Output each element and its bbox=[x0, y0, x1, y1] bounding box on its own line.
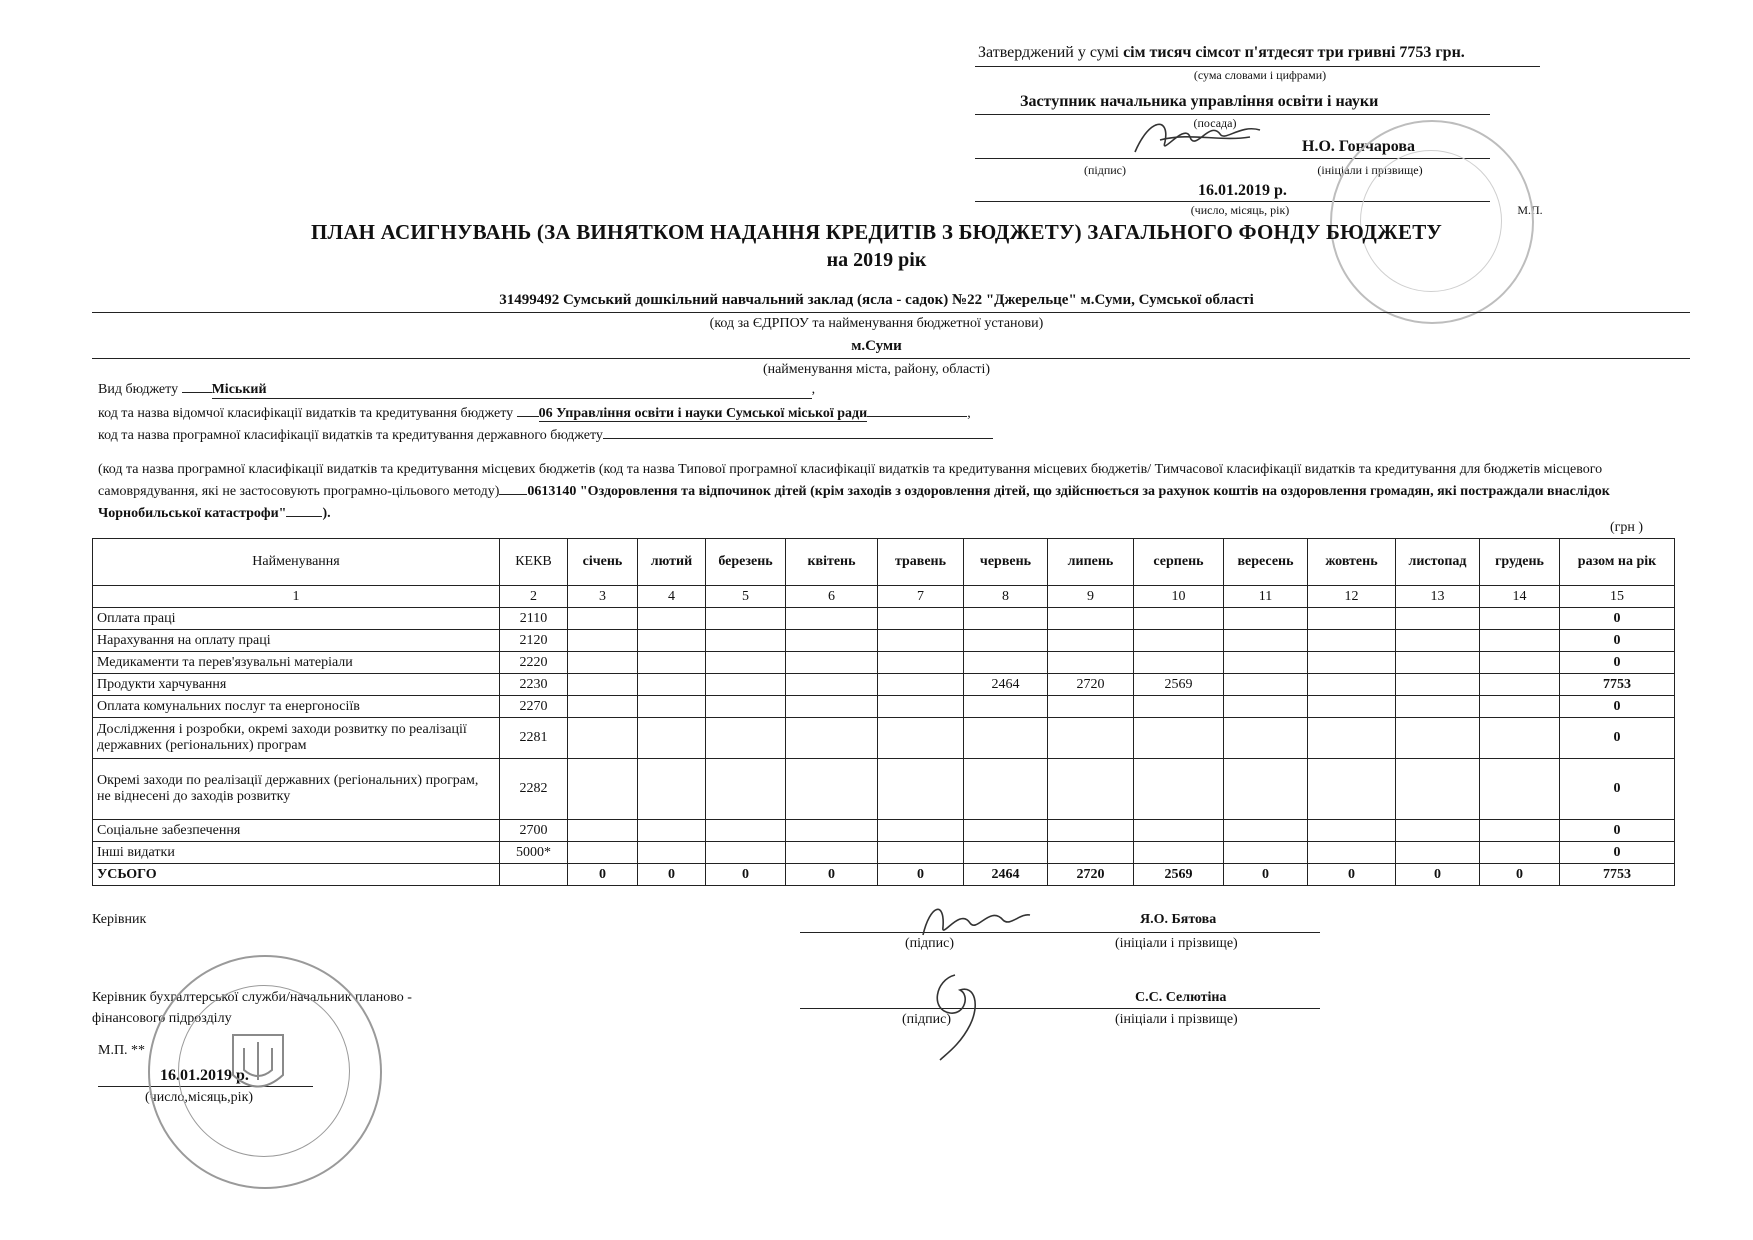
row-month-value bbox=[1308, 820, 1396, 842]
row-month-value bbox=[964, 718, 1048, 759]
row-month-value bbox=[638, 759, 706, 820]
sum-month-value: 0 bbox=[1480, 864, 1560, 886]
row-month-value bbox=[1308, 674, 1396, 696]
row-month-value bbox=[1048, 820, 1134, 842]
row-month-value bbox=[786, 759, 878, 820]
row-month-value bbox=[1224, 696, 1308, 718]
header-month: травень bbox=[878, 539, 964, 586]
approval-signature-scribble bbox=[1130, 112, 1270, 162]
state-line bbox=[98, 428, 993, 444]
row-month-value bbox=[1134, 652, 1224, 674]
accountant-underline bbox=[800, 1008, 1320, 1009]
row-month-value bbox=[1048, 842, 1134, 864]
index-cell: 1 bbox=[93, 586, 500, 608]
row-month-value bbox=[1048, 608, 1134, 630]
row-month-value bbox=[706, 842, 786, 864]
table-header-row bbox=[93, 539, 1675, 586]
row-month-value bbox=[964, 820, 1048, 842]
approval-date-caption: (число, місяць, рік) bbox=[1190, 203, 1290, 217]
sum-month-value: 0 bbox=[1308, 864, 1396, 886]
accountant-name: С.С. Селютіна bbox=[1135, 990, 1227, 1005]
row-total: 0 bbox=[1560, 652, 1675, 674]
city-underline bbox=[92, 358, 1690, 359]
row-month-value bbox=[786, 608, 878, 630]
sum-month-value: 0 bbox=[1396, 864, 1480, 886]
index-cell: 8 bbox=[964, 586, 1048, 608]
row-kekv: 5000* bbox=[500, 842, 568, 864]
footer-date: 16.01.2019 р. bbox=[160, 1067, 249, 1084]
row-month-value bbox=[1134, 842, 1224, 864]
row-month-value bbox=[1224, 759, 1308, 820]
row-month-value bbox=[1480, 759, 1560, 820]
row-month-value bbox=[568, 674, 638, 696]
header-month: лютий bbox=[638, 539, 706, 586]
row-month-value bbox=[638, 608, 706, 630]
row-month-value bbox=[568, 608, 638, 630]
table-row bbox=[93, 652, 1675, 674]
index-cell: 7 bbox=[878, 586, 964, 608]
row-month-value bbox=[1134, 718, 1224, 759]
table-row bbox=[93, 630, 1675, 652]
header-total: разом на рік bbox=[1560, 539, 1675, 586]
head-underline bbox=[800, 932, 1320, 933]
row-name: Окремі заходи по реалізації державних (регіональних) програм, не віднесені до заходів розвитку bbox=[93, 759, 500, 820]
sum-total: 7753 bbox=[1560, 864, 1675, 886]
row-month-value bbox=[1396, 608, 1480, 630]
row-month-value bbox=[1396, 759, 1480, 820]
row-month-value bbox=[964, 630, 1048, 652]
approval-amount-underline bbox=[975, 66, 1540, 67]
row-month-value bbox=[1134, 820, 1224, 842]
row-month-value bbox=[1224, 608, 1308, 630]
table-row bbox=[93, 759, 1675, 820]
budget-type-line: Вид бюджету Міський , bbox=[98, 382, 816, 397]
row-month-value bbox=[964, 652, 1048, 674]
city-name: м.Суми bbox=[851, 338, 902, 354]
row-month-value bbox=[638, 630, 706, 652]
row-month-value bbox=[1480, 820, 1560, 842]
row-month-value bbox=[1048, 696, 1134, 718]
institution-caption: (код за ЄДРПОУ та найменування бюджетної установи) bbox=[709, 316, 1044, 331]
row-month-value bbox=[878, 759, 964, 820]
row-total: 0 bbox=[1560, 759, 1675, 820]
sum-name: УСЬОГО bbox=[93, 864, 500, 886]
row-month-value bbox=[706, 718, 786, 759]
sum-month-value: 0 bbox=[786, 864, 878, 886]
table-sum-row bbox=[93, 864, 1675, 886]
header-month: серпень bbox=[1134, 539, 1224, 586]
index-cell: 5 bbox=[706, 586, 786, 608]
row-month-value bbox=[1480, 696, 1560, 718]
row-total: 0 bbox=[1560, 696, 1675, 718]
row-month-value bbox=[638, 652, 706, 674]
row-kekv: 2230 bbox=[500, 674, 568, 696]
row-month-value bbox=[1396, 652, 1480, 674]
row-month-value bbox=[568, 630, 638, 652]
row-month-value bbox=[706, 696, 786, 718]
row-month-value bbox=[706, 630, 786, 652]
row-month-value bbox=[1308, 842, 1396, 864]
row-month-value bbox=[786, 652, 878, 674]
row-month-value bbox=[706, 652, 786, 674]
approval-signer: Н.О. Гончарова bbox=[1302, 138, 1416, 155]
row-total: 0 bbox=[1560, 820, 1675, 842]
row-total: 0 bbox=[1560, 718, 1675, 759]
index-cell: 3 bbox=[568, 586, 638, 608]
row-month-value bbox=[1048, 652, 1134, 674]
row-month-value bbox=[1480, 608, 1560, 630]
row-month-value bbox=[878, 820, 964, 842]
currency-label: (грн ) bbox=[1610, 520, 1644, 535]
dept-value: 06 Управління освіти і науки Сумської міської ради bbox=[538, 406, 868, 421]
sum-month-value: 2720 bbox=[1048, 864, 1134, 886]
index-cell: 11 bbox=[1224, 586, 1308, 608]
row-month-value bbox=[706, 759, 786, 820]
approval-amount: сім тисяч сімсот п'ятдесят три гривні 7753 грн. bbox=[1123, 44, 1465, 61]
head-signature-caption: (підпис) bbox=[905, 936, 955, 951]
header-month: березень bbox=[706, 539, 786, 586]
dept-label: код та назва відомчої класифікації видатків та кредитування бюджету bbox=[98, 406, 514, 421]
row-month-value bbox=[1396, 718, 1480, 759]
row-name: Оплата праці bbox=[93, 608, 500, 630]
footer-mp: М.П. ** bbox=[98, 1043, 146, 1058]
row-kekv: 2110 bbox=[500, 608, 568, 630]
row-name: Оплата комунальних послуг та енергоносіїв bbox=[93, 696, 500, 718]
row-name: Нарахування на оплату праці bbox=[93, 630, 500, 652]
row-kekv: 2120 bbox=[500, 630, 568, 652]
approval-prefix: Затверджений у сумі bbox=[978, 44, 1120, 61]
row-month-value bbox=[1308, 759, 1396, 820]
header-month: жовтень bbox=[1308, 539, 1396, 586]
accountant-signature-caption: (підпис) bbox=[902, 1012, 952, 1027]
row-month-value bbox=[1308, 630, 1396, 652]
row-month-value bbox=[1134, 696, 1224, 718]
row-month-value bbox=[786, 696, 878, 718]
header-kekv: КЕКВ bbox=[500, 539, 568, 586]
row-month-value bbox=[1480, 718, 1560, 759]
row-month-value bbox=[878, 630, 964, 652]
row-month-value bbox=[1224, 820, 1308, 842]
index-cell: 13 bbox=[1396, 586, 1480, 608]
row-month-value bbox=[1480, 630, 1560, 652]
budget-type-value: Міський bbox=[212, 382, 812, 399]
row-month-value bbox=[786, 718, 878, 759]
row-month-value bbox=[638, 842, 706, 864]
institution-underline bbox=[92, 312, 1690, 313]
header-month: листопад bbox=[1396, 539, 1480, 586]
row-kekv: 2281 bbox=[500, 718, 568, 759]
row-month-value bbox=[1048, 718, 1134, 759]
state-label: код та назва програмної класифікації видатків та кредитування державного бюджету bbox=[98, 428, 603, 443]
row-month-value bbox=[1480, 674, 1560, 696]
row-month-value: 2720 bbox=[1048, 674, 1134, 696]
row-month-value bbox=[706, 674, 786, 696]
row-name: Дослідження і розробки, окремі заходи розвитку по реалізації державних (регіональних) програм bbox=[93, 718, 500, 759]
table-index-row bbox=[93, 586, 1675, 608]
document-title: ПЛАН АСИГНУВАНЬ (ЗА ВИНЯТКОМ НАДАННЯ КРЕДИТІВ З БЮДЖЕТУ) ЗАГАЛЬНОГО ФОНДУ БЮДЖЕТУ bbox=[310, 220, 1443, 244]
table-row bbox=[93, 820, 1675, 842]
accountant-label-1: Керівник бухгалтерської служби/начальник планово - bbox=[92, 990, 412, 1005]
row-kekv: 2282 bbox=[500, 759, 568, 820]
row-month-value bbox=[878, 718, 964, 759]
sum-month-value: 0 bbox=[638, 864, 706, 886]
document-subtitle: на 2019 рік bbox=[826, 249, 927, 271]
row-month-value bbox=[786, 842, 878, 864]
row-month-value bbox=[568, 759, 638, 820]
row-total: 0 bbox=[1560, 630, 1675, 652]
head-initials-caption: (ініціали і прізвище) bbox=[1115, 936, 1238, 951]
head-signature-scribble bbox=[915, 895, 1035, 945]
row-month-value bbox=[1134, 630, 1224, 652]
row-name: Медикаменти та перев'язувальні матеріали bbox=[93, 652, 500, 674]
header-month: червень bbox=[964, 539, 1048, 586]
row-month-value: 2569 bbox=[1134, 674, 1224, 696]
row-month-value bbox=[1480, 652, 1560, 674]
row-month-value bbox=[878, 652, 964, 674]
trident-emblem-icon bbox=[228, 1030, 288, 1100]
local-classification: (код та назва програмної класифікації видатків та кредитування місцевих бюджетів (код та назва Типової програмної класифікації видатків та кредитування місцевих бюджетів/ Тимчасової класифікації видатків та кредитування для бюджетів місцевого самоврядування, які не застосовують програмно-цільового методу) 0613140 "Оздоровлення та відпочинок дітей (крім заходів з оздоровлення дітей, що здійснюється за рахунок коштів на оздоровлення громадян, які постраждали внаслідок Чорнобильської катастрофи" ). bbox=[98, 462, 1610, 521]
accountant-label-2: фінансового підрозділу bbox=[92, 1011, 232, 1026]
row-month-value bbox=[1134, 759, 1224, 820]
row-month-value bbox=[1396, 820, 1480, 842]
row-month-value bbox=[786, 630, 878, 652]
row-month-value bbox=[1224, 630, 1308, 652]
index-cell: 15 bbox=[1560, 586, 1675, 608]
sum-kekv bbox=[500, 864, 568, 886]
row-total: 7753 bbox=[1560, 674, 1675, 696]
row-month-value bbox=[964, 696, 1048, 718]
row-month-value bbox=[878, 674, 964, 696]
row-month-value bbox=[878, 842, 964, 864]
head-name: Я.О. Бятова bbox=[1140, 912, 1217, 927]
row-month-value bbox=[786, 674, 878, 696]
row-month-value bbox=[1308, 718, 1396, 759]
index-cell: 9 bbox=[1048, 586, 1134, 608]
index-cell: 12 bbox=[1308, 586, 1396, 608]
footer-date-caption: (число,місяць,рік) bbox=[145, 1090, 254, 1105]
approval-amount-line bbox=[978, 44, 1465, 62]
row-month-value bbox=[1396, 696, 1480, 718]
row-month-value bbox=[964, 842, 1048, 864]
row-kekv: 2220 bbox=[500, 652, 568, 674]
row-month-value bbox=[1048, 759, 1134, 820]
row-month-value bbox=[1134, 608, 1224, 630]
row-month-value bbox=[568, 652, 638, 674]
table-row bbox=[93, 608, 1675, 630]
row-month-value bbox=[638, 820, 706, 842]
row-month-value bbox=[568, 696, 638, 718]
row-month-value bbox=[1396, 674, 1480, 696]
sum-month-value: 2464 bbox=[964, 864, 1048, 886]
sum-month-value: 0 bbox=[568, 864, 638, 886]
row-month-value bbox=[1396, 630, 1480, 652]
index-cell: 14 bbox=[1480, 586, 1560, 608]
index-cell: 4 bbox=[638, 586, 706, 608]
sum-month-value: 0 bbox=[1224, 864, 1308, 886]
approval-signature-caption: (підпис) bbox=[1083, 163, 1127, 177]
row-name: Соціальне забезпечення bbox=[93, 820, 500, 842]
table-row bbox=[93, 842, 1675, 864]
row-name: Інші видатки bbox=[93, 842, 500, 864]
sum-month-value: 0 bbox=[878, 864, 964, 886]
row-month-value bbox=[964, 608, 1048, 630]
header-name: Найменування bbox=[93, 539, 500, 586]
row-month-value bbox=[568, 718, 638, 759]
row-month-value bbox=[1396, 842, 1480, 864]
row-month-value bbox=[1480, 842, 1560, 864]
row-month-value bbox=[1224, 674, 1308, 696]
row-total: 0 bbox=[1560, 608, 1675, 630]
approval-position-caption: (посада) bbox=[1193, 116, 1237, 130]
index-cell: 6 bbox=[786, 586, 878, 608]
sum-month-value: 2569 bbox=[1134, 864, 1224, 886]
header-month: вересень bbox=[1224, 539, 1308, 586]
row-month-value bbox=[878, 608, 964, 630]
row-kekv: 2270 bbox=[500, 696, 568, 718]
row-month-value bbox=[568, 842, 638, 864]
row-month-value bbox=[1308, 652, 1396, 674]
row-month-value bbox=[638, 696, 706, 718]
table-row bbox=[93, 718, 1675, 759]
header-month: січень bbox=[568, 539, 638, 586]
institution-name: 31499492 Сумський дошкільний навчальний заклад (ясла - садок) №22 "Джерельце" м.Суми, Сумської області bbox=[499, 292, 1254, 308]
row-kekv: 2700 bbox=[500, 820, 568, 842]
row-month-value bbox=[1224, 652, 1308, 674]
row-month-value bbox=[1308, 696, 1396, 718]
row-month-value bbox=[1308, 608, 1396, 630]
row-month-value bbox=[1048, 630, 1134, 652]
approval-position: Заступник начальника управління освіти і науки bbox=[1020, 93, 1379, 110]
index-cell: 2 bbox=[500, 586, 568, 608]
row-month-value: 2464 bbox=[964, 674, 1048, 696]
row-month-value bbox=[964, 759, 1048, 820]
row-month-value bbox=[638, 718, 706, 759]
accountant-initials-caption: (ініціали і прізвище) bbox=[1115, 1012, 1238, 1027]
city-caption: (найменування міста, району, області) bbox=[762, 362, 991, 377]
local-value: 0613140 "Оздоровлення та відпочинок дітей (крім заходів з оздоровлення дітей, що здійснюється за рахунок коштів на оздоровлення громадян, які постраждали внаслідок Чорнобильської катастрофи" bbox=[98, 484, 1610, 521]
approval-date: 16.01.2019 р. bbox=[1198, 182, 1287, 199]
row-name: Продукти харчування bbox=[93, 674, 500, 696]
row-month-value bbox=[706, 608, 786, 630]
header-month: липень bbox=[1048, 539, 1134, 586]
budget-type-label: Вид бюджету bbox=[98, 382, 179, 397]
local-text: (код та назва програмної класифікації видатків та кредитування місцевих бюджетів (код та назва Типової програмної класифікації видатків та кредитування місцевих бюджетів/ Тимчасової класифікації видатків та кредитування для бюджетів місцевого самоврядування, які не застосовують програмно-цільового методу) bbox=[98, 462, 1603, 499]
approval-amount-caption: (сума словами і цифрами) bbox=[1193, 68, 1327, 82]
approval-mp: М.П. bbox=[1517, 203, 1543, 217]
allocation-table bbox=[92, 538, 1675, 886]
header-month: квітень bbox=[786, 539, 878, 586]
row-month-value bbox=[568, 820, 638, 842]
row-month-value bbox=[1224, 842, 1308, 864]
row-total: 0 bbox=[1560, 842, 1675, 864]
index-cell: 10 bbox=[1134, 586, 1224, 608]
row-month-value bbox=[638, 674, 706, 696]
row-month-value bbox=[706, 820, 786, 842]
table-row bbox=[93, 674, 1675, 696]
table-row bbox=[93, 696, 1675, 718]
row-month-value bbox=[786, 820, 878, 842]
header-month: грудень bbox=[1480, 539, 1560, 586]
row-month-value bbox=[1224, 718, 1308, 759]
dept-line: код та назва відомчої класифікації видатків та кредитування бюджету 06 Управління освіти і науки Сумської міської ради , bbox=[98, 406, 971, 421]
approval-initials-caption: (ініціали і прізвище) bbox=[1317, 163, 1423, 177]
sum-month-value: 0 bbox=[706, 864, 786, 886]
row-month-value bbox=[878, 696, 964, 718]
head-label: Керівник bbox=[92, 912, 147, 927]
accountant-signature-scribble bbox=[915, 955, 1005, 1065]
